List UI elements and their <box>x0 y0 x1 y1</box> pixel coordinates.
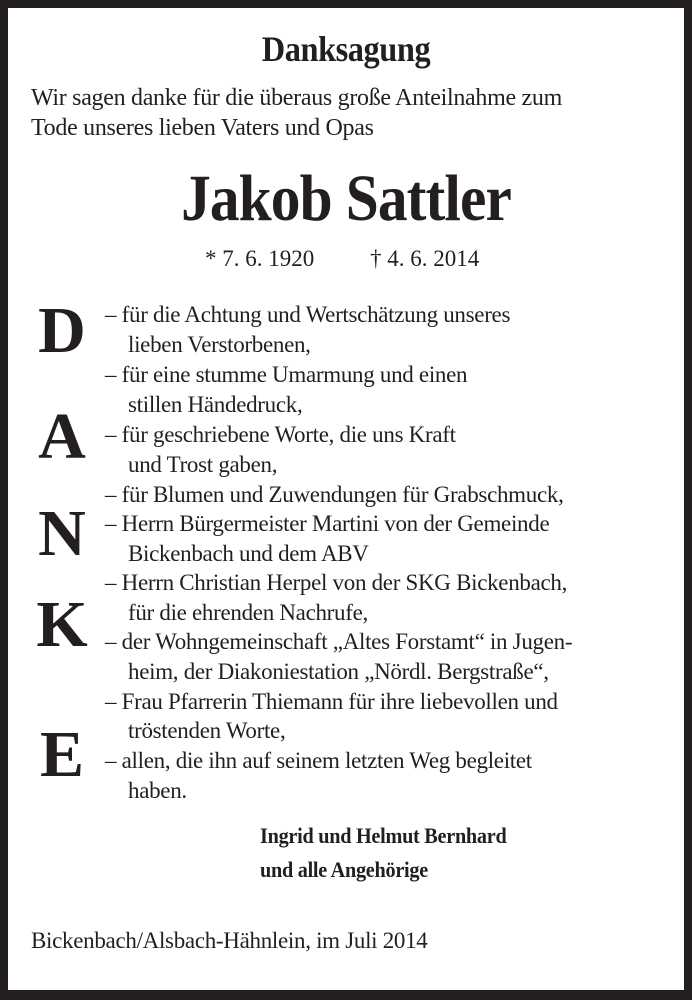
thanks-item-line: – für geschriebene Worte, die uns Kraft <box>105 422 456 447</box>
thanks-item-line: stillen Händedruck, <box>128 392 303 417</box>
thanks-item-line: tröstenden Worte, <box>128 718 286 743</box>
thanks-item-line: – der Wohngemeinschaft „Altes Forstamt“ in Jugen- <box>105 629 573 654</box>
initial-d: D <box>38 294 86 367</box>
initial-e: E <box>39 718 85 791</box>
thanks-item-line: haben. <box>128 778 187 803</box>
birth-date: * 7. 6. 1920 <box>205 246 315 271</box>
thanks-item-line: heim, der Diakoniestation „Nördl. Bergstraße“, <box>128 659 549 684</box>
place-date: Bickenbach/Alsbach-Hähnlein, im Juli 2014 <box>31 928 428 953</box>
thanks-item-line: und Trost gaben, <box>128 452 278 477</box>
thanks-item-line: – für Blumen und Zuwendungen für Grabschmuck, <box>105 482 564 507</box>
intro-line-2: Tode unseres lieben Vaters und Opas <box>31 115 374 141</box>
signature-line-2: und alle Angehörige <box>260 857 428 882</box>
thanks-item-line: für die ehrenden Nachrufe, <box>128 600 368 625</box>
thanks-item-line: – Herrn Bürgermeister Martini von der Gemeinde <box>105 511 550 536</box>
thanks-item-line: – für eine stumme Umarmung und einen <box>105 362 468 387</box>
initial-k: K <box>36 588 88 661</box>
thanks-item-line: – Frau Pfarrerin Thiemann für ihre liebevollen und <box>105 689 558 714</box>
thanks-item-line: – für die Achtung und Wertschätzung unseres <box>105 302 511 327</box>
thanks-item-line: lieben Verstorbenen, <box>128 332 311 357</box>
initial-n: N <box>38 497 86 570</box>
signature-line-1: Ingrid und Helmut Bernhard <box>260 823 507 848</box>
death-date: † 4. 6. 2014 <box>370 246 480 271</box>
notice-title: Danksagung <box>261 29 431 69</box>
thanks-item-line: Bickenbach und dem ABV <box>128 541 369 566</box>
intro-line-1: Wir sagen danke für die überaus große Anteilnahme zum <box>31 85 562 111</box>
initial-a: A <box>38 400 86 473</box>
deceased-name: Jakob Sattler <box>181 162 511 235</box>
thanks-item-line: – allen, die ihn auf seinem letzten Weg begleitet <box>105 748 532 773</box>
thanks-item-line: – Herrn Christian Herpel von der SKG Bickenbach, <box>105 570 568 595</box>
